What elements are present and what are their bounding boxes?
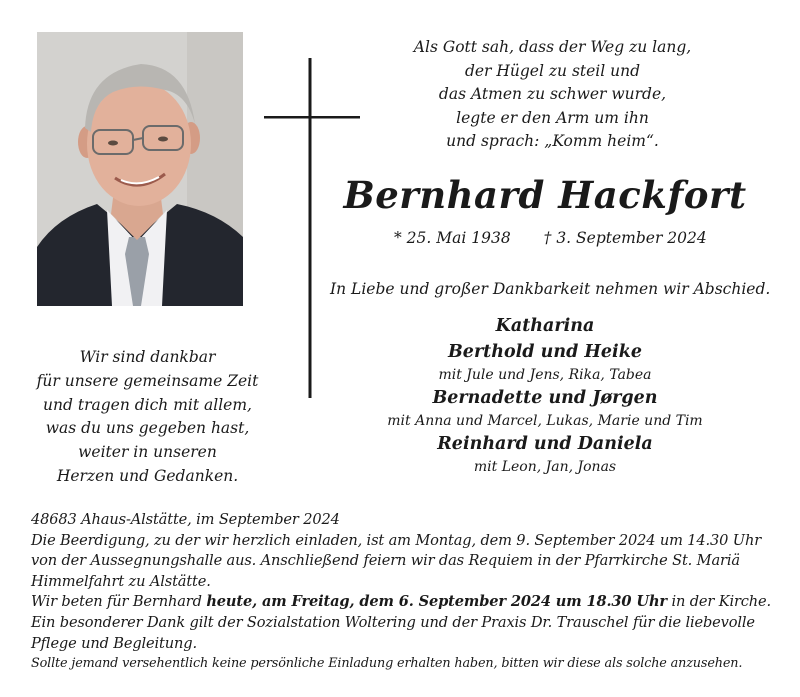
place-date: 48683 Ahaus-Alstätte, im September 2024 bbox=[31, 511, 340, 528]
poem-line: der Hügel zu steil und bbox=[464, 61, 641, 80]
prayer-intro: Wir beten für Bernhard bbox=[31, 593, 207, 611]
poem-line: Als Gott sah, dass der Weg zu lang, bbox=[413, 38, 692, 56]
gratitude-verse bbox=[20, 346, 275, 489]
farewell-line: In Liebe und großer Dankbarkeit nehmen wir Abschied. bbox=[330, 280, 771, 298]
family-children: mit Anna und Marcel, Lukas, Marie und Tim bbox=[387, 413, 703, 429]
gratitude-line: was du uns gegeben hast, bbox=[45, 419, 250, 438]
funeral-text: Himmelfahrt zu Alstätte. bbox=[31, 572, 211, 590]
funeral-text: von der Aussegnungshalle aus. Anschließend feiern wir das Requiem in der Pfarrkirche St. Mariä bbox=[31, 552, 740, 570]
poem-line: legte er den Arm um ihn bbox=[456, 108, 649, 127]
prayer-date: heute, am Freitag, dem 6. September 2024 um 18.30 Uhr bbox=[206, 593, 667, 611]
prayer-text bbox=[31, 592, 791, 613]
family-names: Reinhard und Daniela bbox=[437, 434, 653, 454]
funeral-notice bbox=[31, 510, 791, 674]
poem bbox=[380, 36, 725, 154]
gratitude-line: für unsere gemeinsame Zeit bbox=[36, 371, 259, 390]
family-names: Katharina bbox=[495, 316, 595, 336]
family-names: Bernadette und Jørgen bbox=[432, 388, 658, 408]
gratitude-line: weiter in unseren bbox=[78, 443, 217, 462]
deceased-name: Bernhard Hackfort bbox=[343, 173, 747, 217]
gratitude-line: Wir sind dankbar bbox=[79, 348, 216, 366]
funeral-text: Die Beerdigung, zu der wir herzlich einladen, ist am Montag, dem 9. September 2024 um 14.30 Uhr bbox=[31, 531, 762, 549]
death-date: † 3. September 2024 bbox=[543, 229, 707, 247]
family-list bbox=[330, 313, 760, 477]
family-names: Berthold und Heike bbox=[448, 342, 642, 362]
poem-line: das Atmen zu schwer wurde, bbox=[438, 85, 667, 103]
prayer-location: in der Kirche. bbox=[666, 593, 772, 611]
gratitude-line: und tragen dich mit allem, bbox=[43, 395, 252, 414]
thanks-text: Pflege und Begleitung. bbox=[31, 634, 197, 652]
family-children: mit Leon, Jan, Jonas bbox=[473, 459, 617, 475]
invitation-note: Sollte jemand versehentlich keine persönliche Einladung erhalten haben, bitten wir diese als solche anzusehen. bbox=[31, 656, 743, 672]
portrait-photo bbox=[37, 32, 243, 306]
family-children: mit Jule und Jens, Rika, Tabea bbox=[438, 367, 652, 383]
life-dates bbox=[380, 229, 720, 247]
birth-date: * 25. Mai 1938 bbox=[394, 229, 511, 247]
thanks-text: Ein besonderer Dank gilt der Sozialstation Woltering und der Praxis Dr. Trauschel für die liebevolle bbox=[31, 613, 755, 631]
gratitude-line: Herzen und Gedanken. bbox=[56, 466, 239, 485]
poem-line: und sprach: „Komm heim“. bbox=[446, 132, 659, 150]
